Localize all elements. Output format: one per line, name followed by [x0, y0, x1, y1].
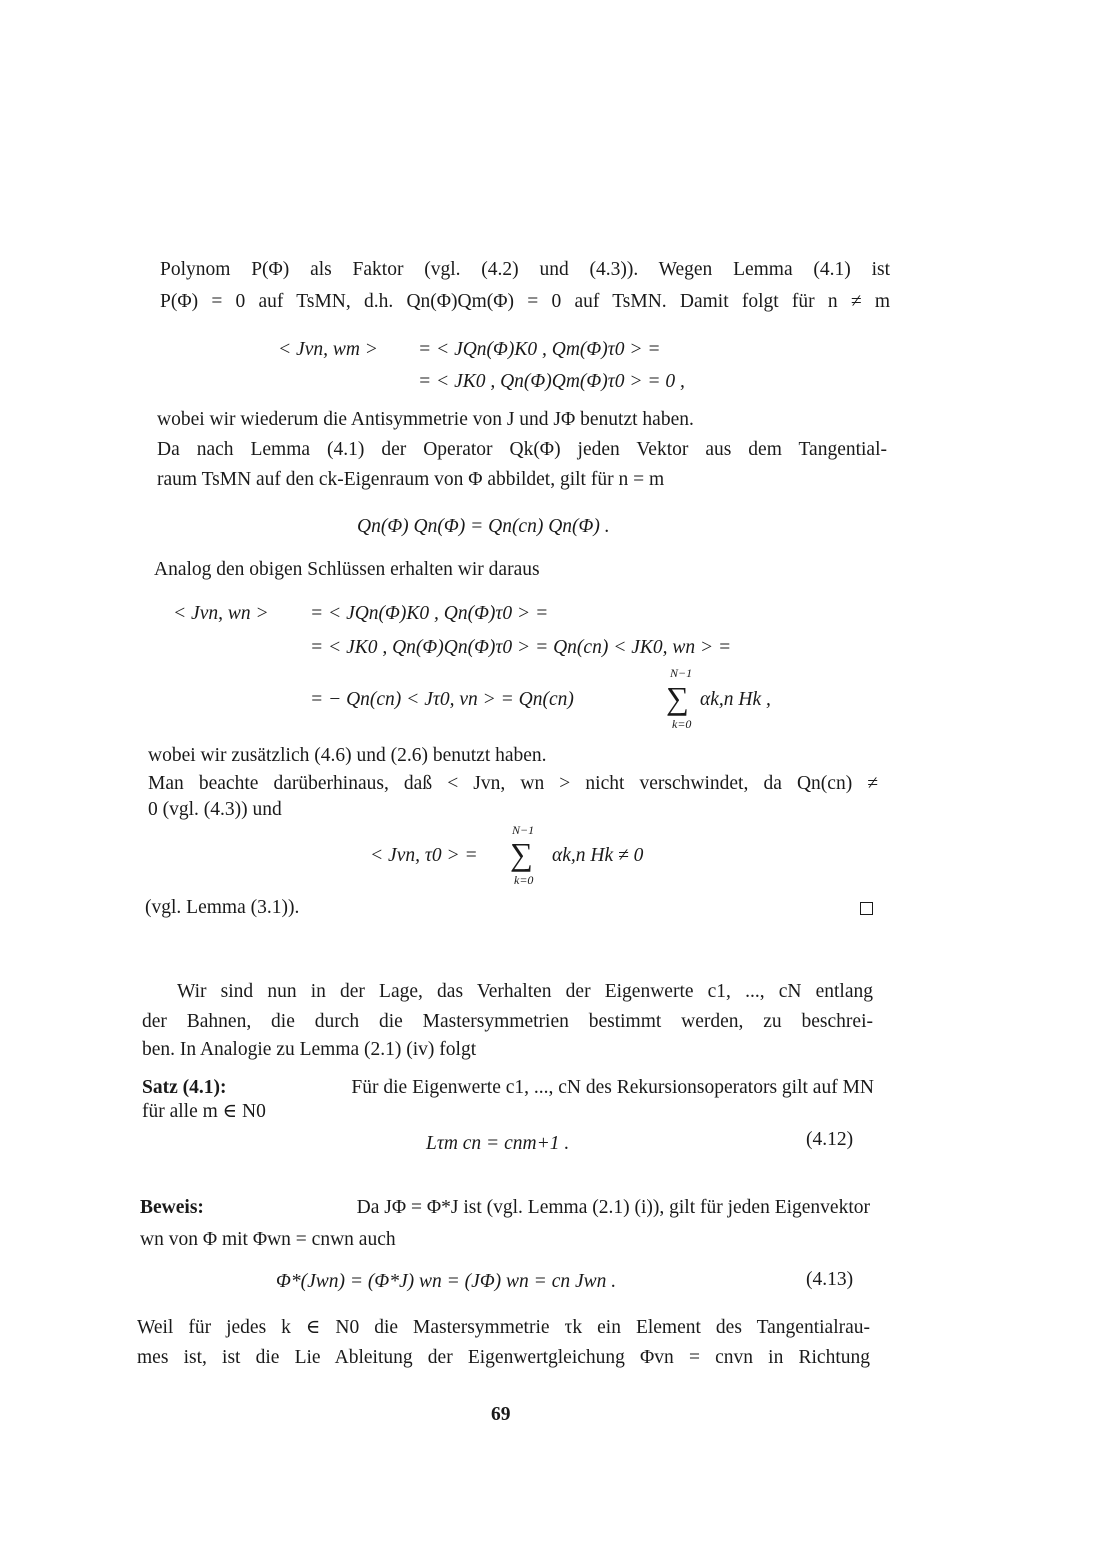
- proof-text: Da JΦ = Φ*J ist (vgl. Lemma (2.1) (i)), gilt für jeden Eigenvektor: [356, 1197, 870, 1218]
- text-line: Wir sind nun in der Lage, das Verhalten der Eigenwerte c1, ..., cN entlang: [177, 981, 873, 1002]
- text-line: wobei wir zusätzlich (4.6) und (2.6) benutzt haben.: [148, 745, 547, 766]
- equation-lhs: < Jvn, wm >: [278, 339, 378, 360]
- text-line: der Bahnen, die durch die Mastersymmetrien bestimmt werden, zu beschrei-: [142, 1011, 873, 1032]
- text-line: ben. In Analogie zu Lemma (2.1) (iv) folgt: [142, 1039, 477, 1060]
- equation: Qn(Φ) Qn(Φ) = Qn(cn) Qn(Φ) .: [357, 516, 610, 537]
- proof-label: Beweis:: [140, 1197, 204, 1218]
- summation-symbol: ∑: [666, 680, 689, 716]
- equation-rhs: = < JQn(Φ)K0 , Qm(Φ)τ0 > =: [418, 339, 661, 360]
- equation-lhs: < Jvn, wn >: [173, 603, 269, 624]
- equation-number: (4.13): [806, 1269, 854, 1290]
- equation: Lτm cn = cnm+1 .: [426, 1133, 570, 1154]
- qed-box-icon: [860, 902, 873, 915]
- page-number: 69: [491, 1404, 511, 1425]
- text-line: Polynom P(Φ) als Faktor (vgl. (4.2) und (4.3)). Wegen Lemma (4.1) ist: [160, 259, 890, 280]
- sum-upper-limit: N−1: [512, 823, 535, 837]
- equation-rhs: = − Qn(cn) < Jτ0, vn > = Qn(cn): [310, 689, 574, 710]
- theorem-label: Satz (4.1):: [142, 1077, 227, 1098]
- text-line: Man beachte darüberhinaus, daß < Jvn, wn > nicht verschwindet, da Qn(cn) ≠: [148, 773, 878, 794]
- theorem-text: Für die Eigenwerte c1, ..., cN des Rekursionsoperators gilt auf MN: [351, 1077, 874, 1098]
- theorem-line: [142, 1078, 874, 1098]
- sum-lower-limit: k=0: [672, 717, 692, 731]
- text-line: raum TsMN auf den ck-Eigenraum von Φ abbildet, gilt für n = m: [157, 469, 665, 490]
- equation-rhs: = < JQn(Φ)K0 , Qn(Φ)τ0 > =: [310, 603, 549, 624]
- equation-rhs: αk,n Hk ,: [700, 689, 771, 710]
- text-line: P(Φ) = 0 auf TsMN, d.h. Qn(Φ)Qm(Φ) = 0 auf TsMN. Damit folgt für n ≠ m: [160, 291, 890, 312]
- summation-symbol: ∑: [510, 836, 533, 872]
- text-line: für alle m ∈ N0: [142, 1101, 266, 1122]
- proof-line: [140, 1198, 870, 1218]
- equation-lhs: < Jvn, τ0 > =: [370, 845, 478, 866]
- equation-rhs: αk,n Hk ≠ 0: [552, 845, 644, 866]
- sum-upper-limit: N−1: [670, 666, 693, 680]
- text-line: Weil für jedes k ∈ N0 die Mastersymmetrie τk ein Element des Tangentialrau-: [137, 1317, 870, 1338]
- text-line: (vgl. Lemma (3.1)).: [145, 897, 300, 918]
- equation: Φ*(Jwn) = (Φ*J) wn = (JΦ) wn = cn Jwn .: [276, 1271, 617, 1292]
- text-line: Analog den obigen Schlüssen erhalten wir daraus: [154, 559, 540, 580]
- text-line: wn von Φ mit Φwn = cnwn auch: [140, 1229, 396, 1250]
- sum-lower-limit: k=0: [514, 873, 534, 887]
- text-line: Da nach Lemma (4.1) der Operator Qk(Φ) jeden Vektor aus dem Tangential-: [157, 439, 887, 460]
- text-line: mes ist, ist die Lie Ableitung der Eigenwertgleichung Φvn = cnvn in Richtung: [137, 1347, 870, 1368]
- text-line: wobei wir wiederum die Antisymmetrie von J und JΦ benutzt haben.: [157, 409, 694, 430]
- equation-number: (4.12): [806, 1129, 854, 1150]
- equation-rhs: = < JK0 , Qn(Φ)Qm(Φ)τ0 > = 0 ,: [418, 371, 685, 392]
- equation-rhs: = < JK0 , Qn(Φ)Qn(Φ)τ0 > = Qn(cn) < JK0, wn > =: [310, 637, 732, 658]
- text-line: 0 (vgl. (4.3)) und: [148, 799, 282, 820]
